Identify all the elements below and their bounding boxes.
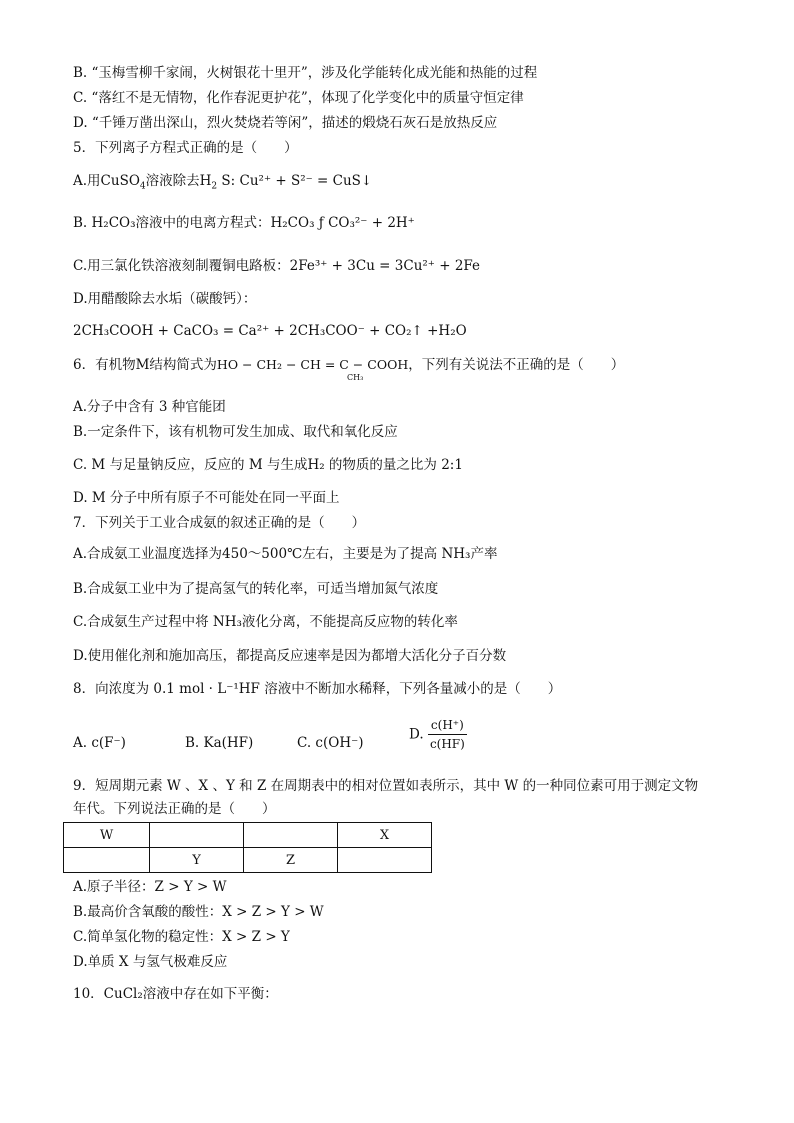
q5-option-a-equation: S: Cu²⁺ + S²⁻ = CuS↓ [217, 173, 373, 189]
q7-option-c: C.合成氨生产过程中将 NH₃液化分离，不能提高反应物的转化率 [73, 614, 458, 630]
q9-stem-line1: 9．短周期元素 W 、X 、Y 和 Z 在周期表中的相对位置如表所示，其中 W 的一种同位素可用于测定文物 [73, 778, 699, 794]
q5-stem: 5．下列离子方程式正确的是（ ） [73, 140, 298, 156]
q4-option-d: D. “千锤万凿出深山，烈火焚烧若等闲”，描述的煅烧石灰石是放热反应 [73, 115, 498, 131]
q5-option-d-equation: 2CH₃COOH + CaCO₃ = Ca²⁺ + 2CH₃COO⁻ + CO₂↑ +H₂O [73, 323, 467, 339]
q6-option-a: A.分子中含有 3 种官能团 [73, 399, 226, 415]
table-cell [150, 823, 244, 848]
q7-stem: 7．下列关于工业合成氨的叙述正确的是（ ） [73, 515, 366, 531]
q8-option-b: B. Ka(HF) [185, 735, 254, 751]
table-cell [244, 823, 338, 848]
table-cell: X [338, 823, 432, 848]
q7-option-b: B.合成氨工业中为了提高氢气的转化率，可适当增加氮气浓度 [73, 581, 439, 597]
table-cell [338, 848, 432, 873]
table-row [64, 848, 432, 873]
q6-structural-formula: HO − CH₂ − CH = C − COOH [216, 357, 409, 372]
table-cell: Y [150, 848, 244, 873]
q4-option-b: B. “玉梅雪柳千家闹，火树银花十里开”，涉及化学能转化成光能和热能的过程 [73, 65, 538, 81]
q8-option-d [409, 716, 467, 753]
q5-option-c [73, 257, 480, 275]
q6-stem [73, 356, 624, 374]
q9-option-d: D.单质 X 与氢气极难反应 [73, 954, 228, 970]
q6-branch-methyl: CH₃ [347, 373, 364, 382]
q8-option-c: C. c(OH⁻) [297, 735, 364, 751]
q6-stem-suffix: ，下列有关说法不正确的是（ ） [408, 357, 625, 373]
q8-option-d-label: D. [409, 726, 424, 743]
q5-option-a-prefix: A.用CuSO [73, 173, 140, 189]
q9-option-b: B.最高价含氧酸的酸性：X > Z > Y > W [73, 904, 324, 920]
table-row [64, 823, 432, 848]
table-cell [64, 848, 150, 873]
q8-option-d-fraction [428, 716, 467, 753]
q5-option-b [73, 214, 415, 232]
q5-option-c-prefix: C.用三氯化铁溶液刻制覆铜电路板： [73, 258, 290, 274]
q6-option-b: B.一定条件下，该有机物可发生加成、取代和氧化反应 [73, 424, 398, 440]
q9-option-a: A.原子半径：Z > Y > W [73, 879, 227, 895]
q7-option-d: D.使用催化剂和施加高压，都提高反应速率是因为都增大活化分子百分数 [73, 648, 507, 664]
q5-option-a-mid: 溶液除去H [145, 173, 212, 189]
periodic-table-fragment [63, 822, 432, 873]
q5-option-a: A.用CuSO$_4$溶液除去$H_2$ S: Cu²⁺ + S²⁻ = CuS↓ [73, 173, 373, 192]
q8-stem: 8．向浓度为 0.1 mol · L⁻¹HF 溶液中不断加水稀释，下列各量减小的是（ ） [73, 681, 562, 697]
q4-option-c: C. “落红不是无情物，化作春泥更护花”，体现了化学变化中的质量守恒定律 [73, 90, 524, 106]
q6-stem-prefix: 6．有机物M结构简式为 [73, 357, 217, 373]
q9-stem-line2: 年代。下列说法正确的是（ ） [73, 801, 276, 817]
q8-option-d-numerator: c(H⁺) [428, 716, 467, 735]
q8-option-d-denominator: c(HF) [429, 737, 465, 751]
q5-option-b-prefix: B. H₂CO₃溶液中的电离方程式： [73, 215, 271, 231]
q10-stem: 10．CuCl₂溶液中存在如下平衡： [73, 986, 278, 1002]
q5-option-b-equation: H₂CO₃ ƒ CO₃²⁻ + 2H⁺ [270, 215, 415, 231]
q6-option-d: D. M 分子中所有原子不可能处在同一平面上 [73, 490, 340, 506]
q8-option-a: A. c(F⁻) [73, 735, 126, 751]
q7-option-a: A.合成氨工业温度选择为450～500℃左右，主要是为了提高 NH₃产率 [73, 546, 498, 562]
q9-option-c: C.简单氢化物的稳定性：X > Z > Y [73, 929, 290, 945]
table-cell: W [64, 823, 150, 848]
q5-option-d-prefix: D.用醋酸除去水垢（碳酸钙）： [73, 291, 257, 307]
table-cell: Z [244, 848, 338, 873]
q5-option-c-equation: 2Fe³⁺ + 3Cu = 3Cu²⁺ + 2Fe [289, 258, 481, 274]
q6-option-c: C. M 与足量钠反应，反应的 M 与生成H₂ 的物质的量之比为 2:1 [73, 457, 463, 473]
